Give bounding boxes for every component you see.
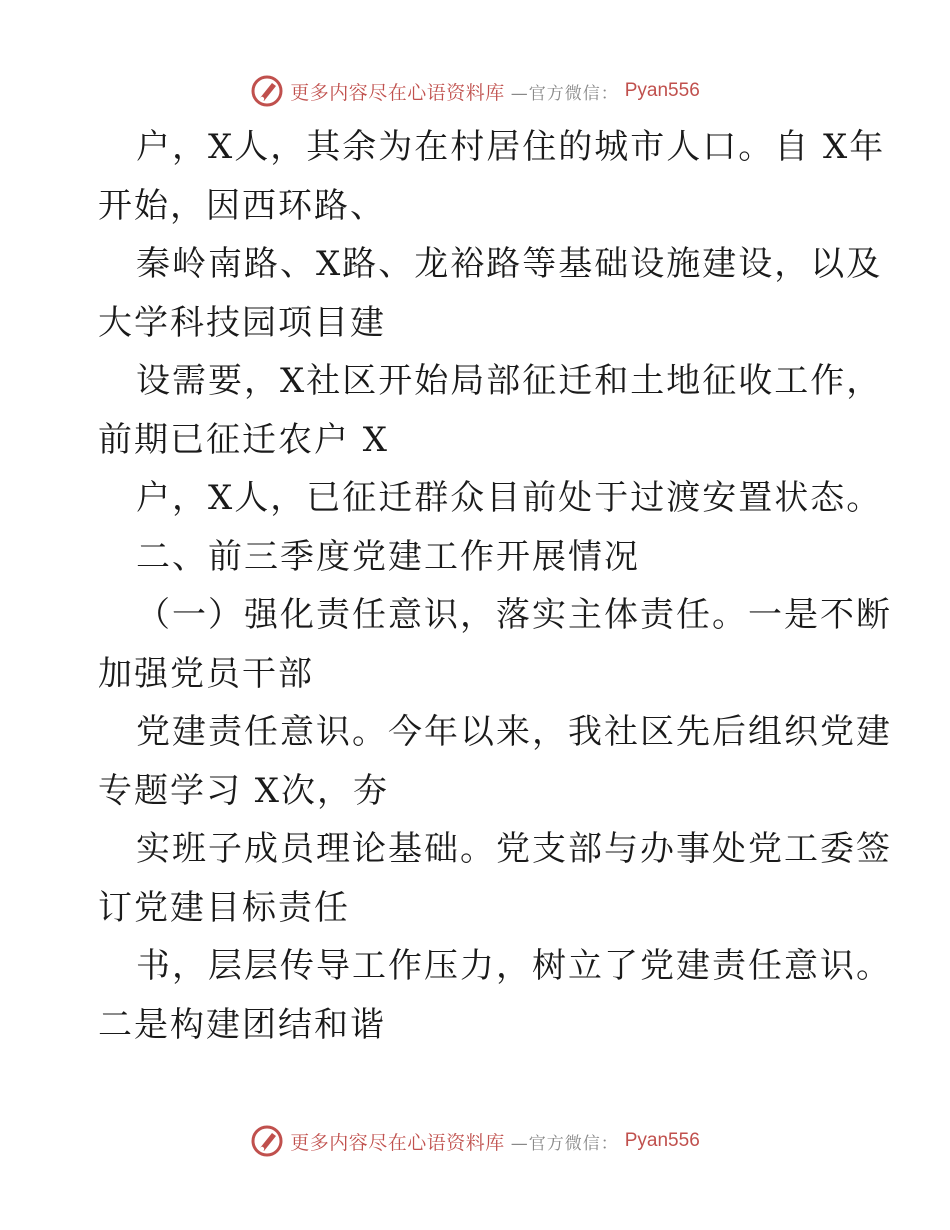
watermark-wechat-id: Pyan556 <box>624 80 700 101</box>
footer-watermark <box>0 1121 950 1161</box>
pen-logo-icon <box>250 1124 284 1158</box>
body-line: 书，层层传导工作压力，树立了党建责任意识。 <box>136 946 892 986</box>
document-body <box>98 118 892 1054</box>
header-watermark <box>0 71 950 111</box>
body-line: 专题学习 X次，夯 <box>98 770 390 811</box>
pen-logo-icon <box>250 74 284 108</box>
body-line: 二是构建团结和谐 <box>98 1004 386 1045</box>
body-line: 户，X人，已征迁群众目前处于过渡安置状态。 <box>136 478 883 518</box>
body-line: 加强党员干部 <box>98 653 314 694</box>
watermark-separator: —官方微信： <box>510 1133 619 1154</box>
body-line: 开始，因西环路、 <box>98 185 386 226</box>
body-line: 设需要，X社区开始局部征迁和土地征收工作， <box>136 361 883 401</box>
watermark-separator: —官方微信： <box>510 83 619 104</box>
watermark-text: 更多内容尽在心语资料库 <box>290 1131 505 1154</box>
body-line: 党建责任意识。今年以来，我社区先后组织党建 <box>136 712 892 752</box>
body-line: 大学科技园项目建 <box>98 302 386 343</box>
body-line: （一）强化责任意识，落实主体责任。一是不断 <box>136 595 892 635</box>
body-line: 前期已征迁农户 X <box>98 419 390 460</box>
body-line: 订党建目标责任 <box>98 887 350 928</box>
watermark-wechat-id: Pyan556 <box>624 1130 700 1151</box>
body-line: 实班子成员理论基础。党支部与办事处党工委签 <box>136 829 892 869</box>
body-line: 户，X人，其余为在村居住的城市人口。自 X年 <box>136 127 886 167</box>
watermark-text: 更多内容尽在心语资料库 <box>290 81 505 104</box>
section-heading: 二、前三季度党建工作开展情况 <box>136 536 640 577</box>
body-line: 秦岭南路、X路、龙裕路等基础设施建设，以及 <box>136 244 883 284</box>
